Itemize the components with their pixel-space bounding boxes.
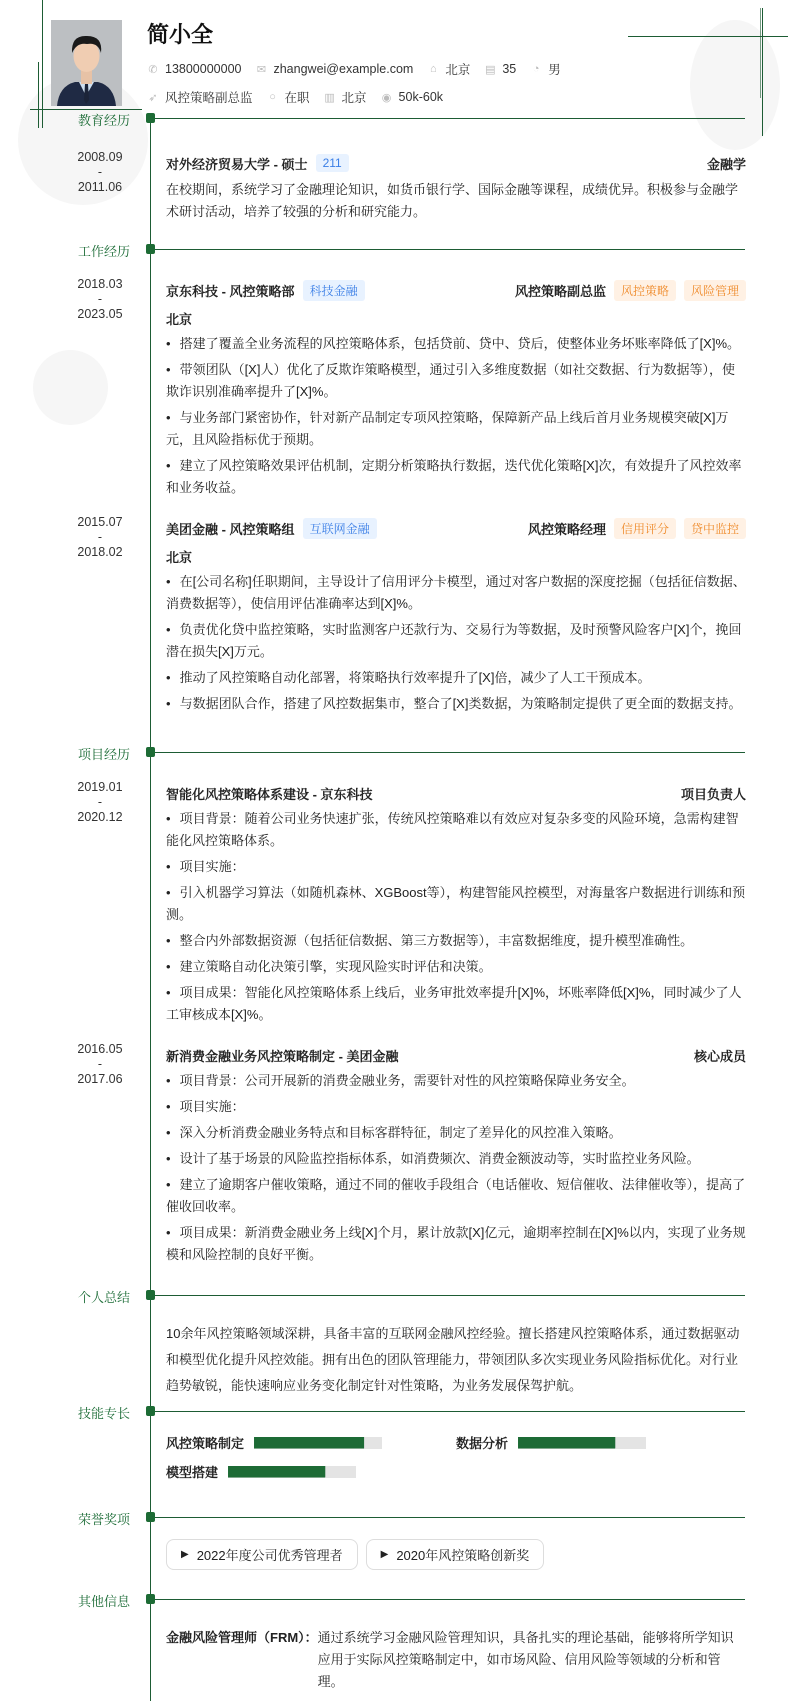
avatar	[51, 20, 122, 106]
skill-tag: 信用评分	[614, 518, 676, 539]
skill-tag: 风控策略	[614, 280, 676, 301]
triangle-icon: ▶	[181, 1549, 189, 1560]
status-icon: ○	[269, 91, 276, 103]
skill-item	[166, 1433, 456, 1452]
bullet: • 推动了风控策略自动化部署，将策略执行效率提升了[X]倍，减少了人工干预成本。	[166, 667, 746, 689]
education-entry	[0, 152, 794, 223]
target-city: 北京	[341, 91, 367, 105]
section-skills	[0, 1401, 794, 1481]
timeline-dot	[146, 1406, 155, 1416]
contact-row	[147, 60, 575, 78]
skill-bar	[518, 1437, 646, 1449]
section-education	[0, 108, 794, 223]
section-honors	[0, 1507, 794, 1570]
calendar-icon: ▤	[485, 63, 496, 76]
section-title: 项目经历	[77, 747, 130, 762]
date-range: 2018.03 - 2023.05	[77, 277, 123, 321]
section-title: 技能专长	[77, 1406, 130, 1421]
section-work	[0, 239, 794, 715]
timeline-dot	[146, 113, 155, 123]
divider	[155, 118, 745, 119]
summary-text: 10余年风控策略领域深耕，具备丰富的互联网金融风控经验。擅长搭建风控策略体系，通过数据驱动和模型优化提升风控效能。拥有出色的团队管理能力，带领团队多次实现业务风险指标优化。对行业趋势敏锐，能快速响应业务变化制定针对性策略，为业务发展保驾护航。	[166, 1326, 740, 1393]
skill-name: 风控策略制定	[166, 1436, 245, 1451]
timeline-dot	[146, 1594, 155, 1604]
bullet: • 项目实施：	[166, 856, 746, 878]
cert-desc: 通过系统学习金融风险管理知识，具备扎实的理论基础，能够将所学知识应用于实际风控策略制定中，如市场风险、信用风险等领域的分析和管理。	[317, 1630, 734, 1689]
bullet: • 项目成果：智能化风控策略体系上线后，业务审批效率提升[X]%，坏账率降低[X]%，同时减少了人工审核成本[X]%。	[166, 982, 746, 1026]
candidate-name: 简小全	[147, 22, 214, 47]
project-entry	[0, 1044, 794, 1266]
location: 北京	[166, 312, 193, 327]
decor-line	[760, 8, 761, 98]
skill-bar	[254, 1437, 382, 1449]
project-role: 项目负责人	[680, 786, 746, 802]
location: 北京	[166, 550, 193, 565]
divider	[155, 1517, 745, 1518]
project-role: 核心成员	[693, 1048, 746, 1064]
section-projects	[0, 742, 794, 1266]
section-title: 教育经历	[77, 113, 130, 128]
bullet: • 引入机器学习算法（如随机森林、XGBoost等），构建智能风控模型，对海量客户数据进行训练和预测。	[166, 882, 746, 926]
major: 金融学	[706, 156, 746, 172]
phone-icon: ✆	[148, 63, 158, 76]
section-other	[0, 1589, 794, 1693]
divider	[155, 1295, 745, 1296]
bullet: • 整合内外部数据资源（包括征信数据、第三方数据等），丰富数据维度，提升模型准确性。	[166, 930, 746, 952]
bullet: • 在[公司名称]任职期间，主导设计了信用评分卡模型，通过对客户数据的深度挖掘（包括征信数据、消费数据等），使信用评估准确率达到[X]%。	[166, 571, 746, 615]
skill-name: 数据分析	[456, 1436, 509, 1451]
skill-item	[456, 1433, 746, 1452]
gender-icon: ◔	[532, 63, 540, 75]
bullet: • 建立了风控策略效果评估机制，定期分析策略执行数据，迭代优化策略[X]次，有效提升了风控效率和业务收益。	[166, 455, 746, 499]
cert-name: 金融风险管理师（FRM）：	[166, 1630, 318, 1645]
bullet: • 项目背景：随着公司业务快速扩张，传统风控策略难以有效应对复杂多变的风险环境，急需构建智能化风控策略体系。	[166, 808, 746, 852]
skill-tag: 风险管理	[684, 280, 746, 301]
skill-bar	[228, 1466, 356, 1478]
timeline-dot	[146, 1290, 155, 1300]
school: 对外经济贸易大学 - 硕士	[166, 156, 308, 172]
building-icon: ▥	[324, 91, 335, 104]
skill-name: 模型搭建	[166, 1465, 219, 1480]
salary-icon: ◉	[381, 91, 392, 104]
home-icon: ⌂	[430, 63, 437, 75]
skill-bar-fill	[518, 1437, 615, 1449]
industry-tag: 科技金融	[303, 280, 365, 301]
section-title: 工作经历	[77, 244, 130, 259]
divider	[155, 752, 745, 753]
bullet: • 带领团队（[X]人）优化了反欺诈策略模型，通过引入多维度数据（如社交数据、行为数据等），使欺诈识别准确率提升了[X]%。	[166, 359, 746, 403]
work-entry	[0, 279, 794, 499]
bullet: • 建立了逾期客户催收策略，通过不同的催收手段组合（电话催收、短信催收、法律催收等），提高了催收回收率。	[166, 1174, 746, 1218]
timeline-dot	[146, 1512, 155, 1522]
decor-line	[628, 36, 788, 37]
skill-item	[166, 1462, 456, 1481]
skill-bar-fill	[254, 1437, 364, 1449]
phone: 13800000000	[165, 62, 242, 76]
section-title: 个人总结	[77, 1290, 130, 1305]
bullet: • 项目背景：公司开展新的消费金融业务，需要针对性的风控策略保障业务安全。	[166, 1070, 746, 1092]
skill-tag: 贷中监控	[684, 518, 746, 539]
section-title: 其他信息	[77, 1594, 130, 1609]
bullet: • 搭建了覆盖全业务流程的风控策略体系，包括贷前、贷中、贷后，使整体业务坏账率降低了[X]%。	[166, 333, 746, 355]
timeline-dot	[146, 244, 155, 254]
position: 风控策略副总监	[165, 91, 253, 105]
date-range: 2015.07 - 2018.02	[77, 515, 123, 559]
divider	[155, 1599, 745, 1600]
job-status: 在职	[284, 91, 310, 105]
bullet: • 设计了基于场景的风险监控指标体系，如消费频次、消费金额波动等，实时监控业务风险。	[166, 1148, 746, 1170]
date-range: 2008.09 - 2011.06	[77, 150, 123, 194]
bullet: • 项目成果：新消费金融业务上线[X]个月，累计放款[X]亿元，逾期率控制在[X]%以内，实现了业务规模和风险控制的良好平衡。	[166, 1222, 746, 1266]
bullet: • 深入分析消费金融业务特点和目标客群特征，制定了差异化的风控准入策略。	[166, 1122, 746, 1144]
project-name: 新消费金融业务风控策略制定 - 美团金融	[166, 1048, 399, 1064]
divider	[155, 249, 745, 250]
project-entry	[0, 782, 794, 1026]
send-icon: ➶	[148, 91, 158, 104]
project-name: 智能化风控策略体系建设 - 京东科技	[166, 786, 373, 802]
timeline-dot	[146, 747, 155, 757]
triangle-icon: ▶	[380, 1549, 389, 1560]
company: 美团金融 - 风控策略组	[166, 521, 295, 537]
industry-tag: 互联网金融	[303, 518, 377, 539]
section-summary	[0, 1285, 794, 1399]
age: 35	[502, 62, 517, 76]
divider	[155, 1411, 745, 1412]
role: 风控策略经理	[527, 521, 606, 537]
gender: 男	[548, 63, 561, 77]
school-tag: 211	[316, 154, 349, 172]
email: zhangwei@example.com	[273, 62, 414, 76]
intent-row	[147, 88, 457, 106]
bullet: • 与数据团队合作，搭建了风控数据集市，整合了[X]类数据，为策略制定提供了更全面的数据支持。	[166, 693, 746, 715]
work-entry	[0, 517, 794, 715]
date-range: 2016.05 - 2017.06	[77, 1042, 123, 1086]
award-chip: ▶ 2020年风控策略创新奖	[366, 1539, 545, 1570]
skill-bar-fill	[228, 1466, 325, 1478]
award-chip: ▶ 2022年度公司优秀管理者	[166, 1539, 358, 1570]
salary: 50k-60k	[398, 90, 444, 104]
mail-icon: ✉	[256, 63, 267, 76]
bullet: • 项目实施：	[166, 1096, 746, 1118]
company: 京东科技 - 风控策略部	[166, 283, 295, 299]
date-range: 2019.01 - 2020.12	[77, 780, 123, 824]
role: 风控策略副总监	[514, 283, 606, 299]
bullet: • 建立策略自动化决策引擎，实现风险实时评估和决策。	[166, 956, 746, 978]
section-title: 荣誉奖项	[77, 1512, 130, 1527]
education-desc: 在校期间，系统学习了金融理论知识，如货币银行学、国际金融等课程，成绩优异。积极参与金融学术研讨活动，培养了较强的分析和研究能力。	[166, 182, 739, 219]
bullet: • 与业务部门紧密协作，针对新产品制定专项风控策略，保障新产品上线后首月业务规模突破[X]万元，且风险指标优于预期。	[166, 407, 746, 451]
city: 北京	[445, 63, 471, 77]
bullet: • 负责优化贷中监控策略，实时监测客户还款行为、交易行为等数据，及时预警风险客户[X]个，挽回潜在损失[X]万元。	[166, 619, 746, 663]
